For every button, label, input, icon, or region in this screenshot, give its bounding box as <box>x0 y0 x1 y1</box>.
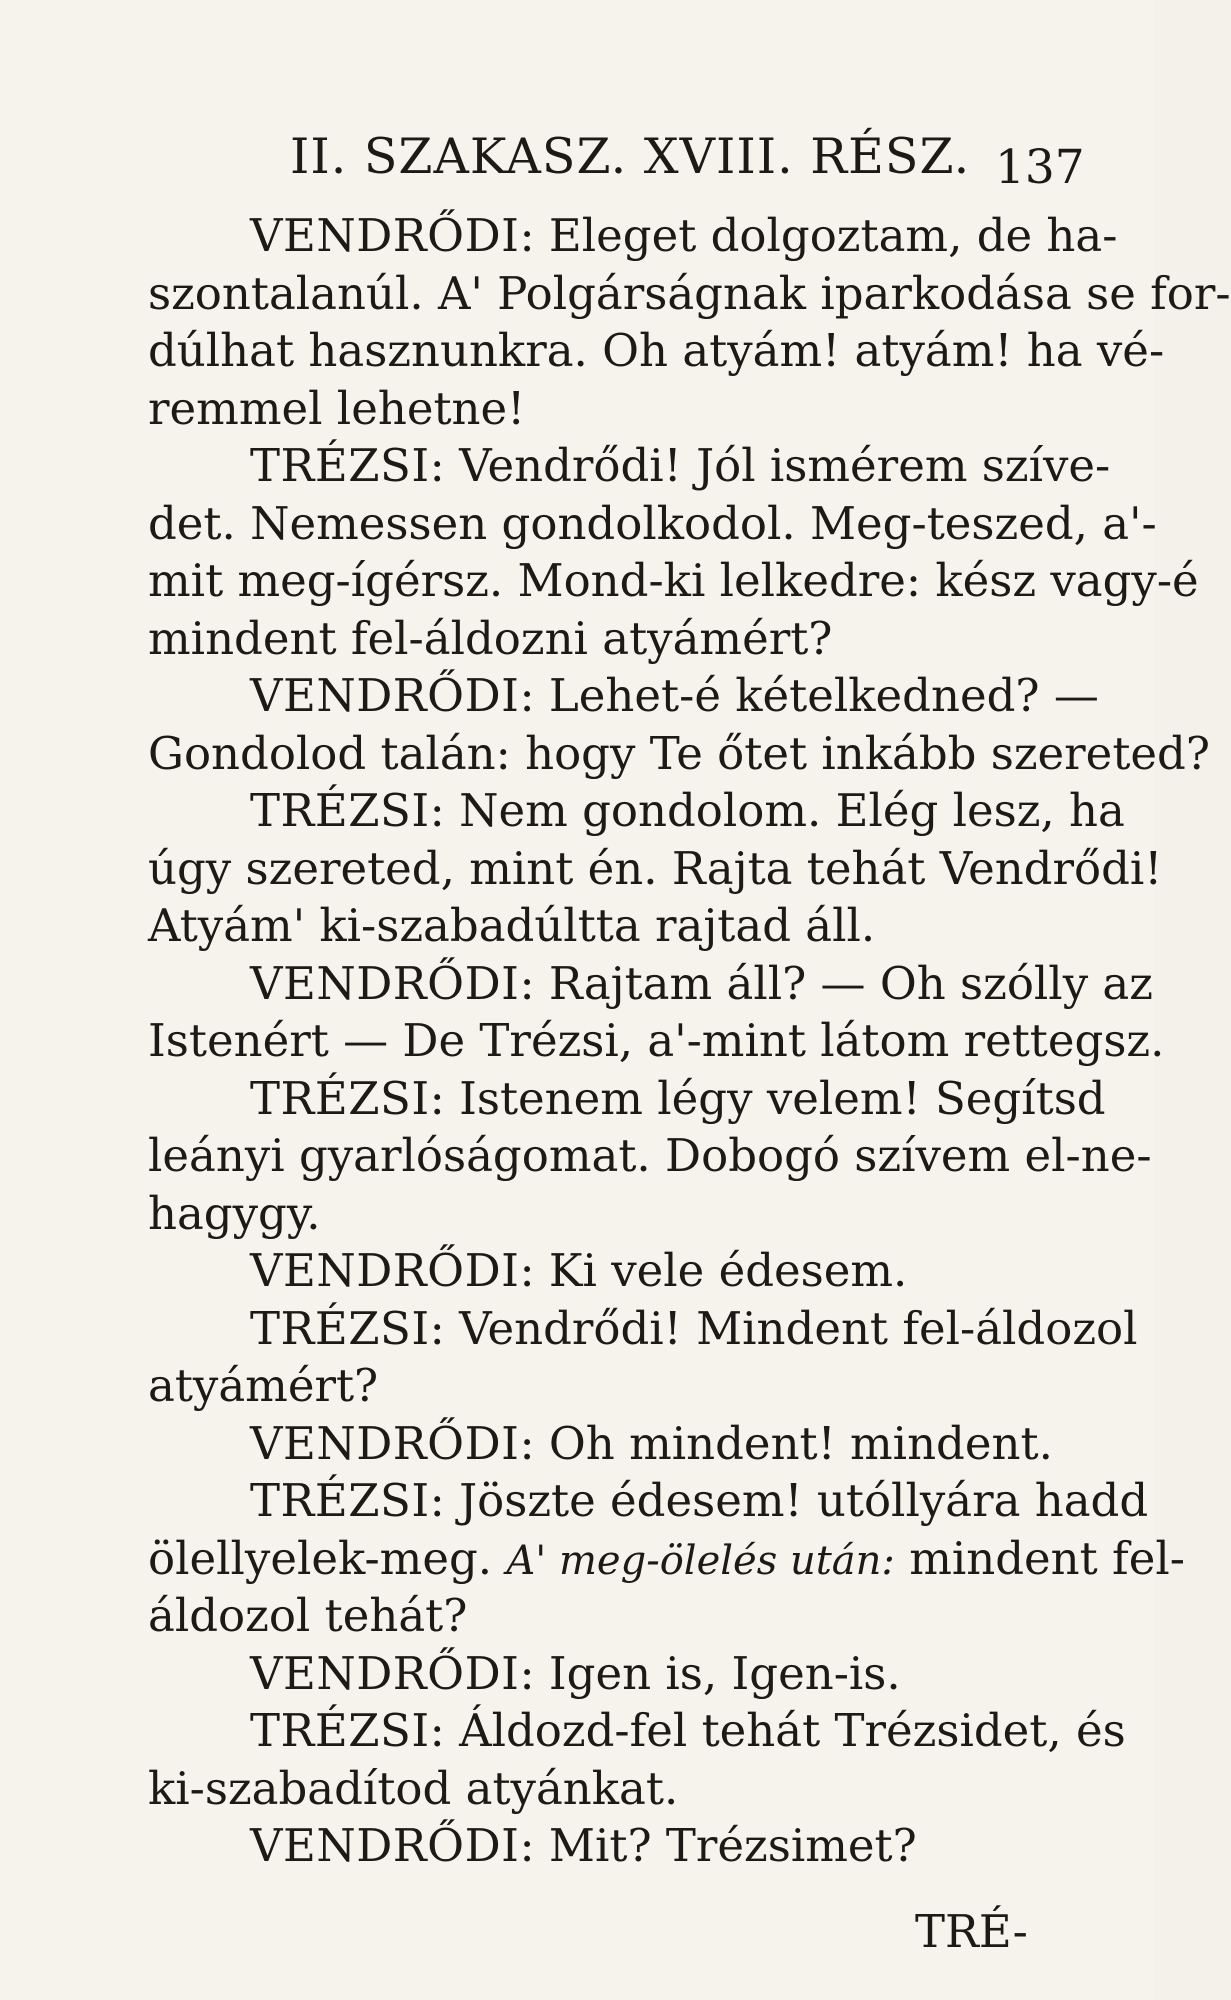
line-text: dúlhat hasznunkra. Oh atyám! atyám! ha vé- <box>148 324 1165 377</box>
text-line <box>148 1763 1068 1815</box>
line-text: Gondolod talán: hogy Te őtet inkább szereted? <box>148 726 1210 780</box>
speaker-name: VENDRŐDI <box>250 956 520 1010</box>
line-text: : Lehet-é kételkedned? — <box>519 669 1099 722</box>
text-line <box>148 496 1157 550</box>
speaker-name: VENDRŐDI <box>250 669 520 722</box>
line-text: det. Nemessen gondolkodol. Meg-teszed, a'- <box>148 496 1157 550</box>
text-line <box>148 554 1199 607</box>
line-text: mit meg-ígérsz. Mond-ki lelkedre: kész vagy-é <box>148 554 1199 607</box>
text-line <box>148 1590 1068 1642</box>
line-text: leányi gyarlóságomat. Dobogó szívem el-ne- <box>148 1129 1152 1182</box>
line-text: mindent fel-áldozni atyámért? <box>148 611 833 665</box>
speaker-name: TRÉZSI <box>250 784 430 837</box>
line-text: Istenért — De Trézsi, a'-mint látom rettegsz. <box>148 1014 1165 1067</box>
line-text-continued: mindent fel- <box>909 1531 1185 1585</box>
text-line <box>148 726 1210 780</box>
text-line <box>148 900 1068 952</box>
line-text: ölellyelek-meg. <box>148 1531 493 1585</box>
line-text: : Ki vele édesem. <box>519 1244 908 1297</box>
text-line <box>250 1071 1106 1125</box>
speaker-name: TRÉZSI <box>250 1071 430 1125</box>
running-head: II. SZAKASZ. XVIII. RÉSZ. <box>290 128 971 185</box>
line-text: áldozol tehát? <box>148 1589 468 1642</box>
line-text: ki-szabadítod atyánkat. <box>148 1761 679 1815</box>
speaker-name: VENDRŐDI <box>250 209 520 262</box>
text-line <box>148 266 1231 320</box>
text-line <box>250 956 1153 1010</box>
stage-direction: A' meg-ölelés után: <box>506 1537 895 1584</box>
page-number: 137 <box>995 140 1085 195</box>
text-line <box>250 1418 1068 1470</box>
speaker-name: VENDRŐDI <box>250 1244 520 1297</box>
text-line <box>148 383 1068 435</box>
speaker-name: VENDRŐDI <box>250 1819 520 1872</box>
line-text: : Eleget dolgoztam, de ha- <box>519 209 1118 262</box>
text-line <box>250 1301 1138 1355</box>
text-line <box>250 1704 1126 1757</box>
text-line <box>148 1188 1068 1240</box>
line-text: Atyám' ki-szabadúltta rajtad áll. <box>148 899 876 952</box>
text-line <box>148 1360 1068 1412</box>
catchword: TRÉ- <box>915 1905 1028 1958</box>
text-line <box>250 1820 1068 1872</box>
speaker-name: VENDRŐDI <box>250 1416 520 1470</box>
text-line <box>250 1474 1149 1527</box>
text-line <box>148 1531 1185 1587</box>
line-text: : Oh mindent! mindent. <box>519 1416 1053 1470</box>
line-text: : Istenem légy velem! Segítsd <box>429 1071 1106 1125</box>
speaker-name: TRÉZSI <box>250 439 430 492</box>
line-text: szontalanúl. A' Polgárságnak iparkodása se for- <box>148 266 1231 320</box>
text-line <box>250 1245 1068 1297</box>
speaker-name: TRÉZSI <box>250 1704 430 1757</box>
line-text: : Nem gondolom. Elég lesz, ha <box>429 784 1125 837</box>
line-text: : Jöszte édesem! utóllyára hadd <box>429 1474 1149 1527</box>
speaker-name: TRÉZSI <box>250 1474 430 1527</box>
text-line <box>250 209 1118 262</box>
line-text: atyámért? <box>148 1359 379 1412</box>
speaker-name: TRÉZSI <box>250 1301 430 1355</box>
line-text: : Igen is, Igen-is. <box>519 1646 901 1700</box>
text-line <box>250 669 1099 722</box>
speaker-name: VENDRŐDI <box>250 1646 520 1700</box>
text-line <box>250 784 1125 837</box>
line-text: : Vendrődi! Mindent fel-áldozol <box>429 1301 1138 1355</box>
line-text: : Áldozd-fel tehát Trézsidet, és <box>429 1704 1126 1757</box>
line-text: : Rajtam áll? — Oh szólly az <box>519 956 1153 1010</box>
text-line <box>148 1129 1152 1182</box>
line-text: : Mit? Trézsimet? <box>519 1819 917 1872</box>
line-text: remmel lehetne! <box>148 381 526 435</box>
line-text: úgy szereted, mint én. Rajta tehát Vendrődi! <box>148 841 1163 895</box>
line-text: : Vendrődi! Jól ismérem szíve- <box>429 439 1111 492</box>
text-line <box>148 841 1163 895</box>
line-text: hagygy. <box>148 1186 321 1240</box>
text-line <box>148 613 1068 665</box>
text-line <box>250 439 1111 492</box>
text-line <box>148 324 1165 377</box>
text-line <box>250 1648 1068 1700</box>
text-line <box>148 1014 1165 1067</box>
